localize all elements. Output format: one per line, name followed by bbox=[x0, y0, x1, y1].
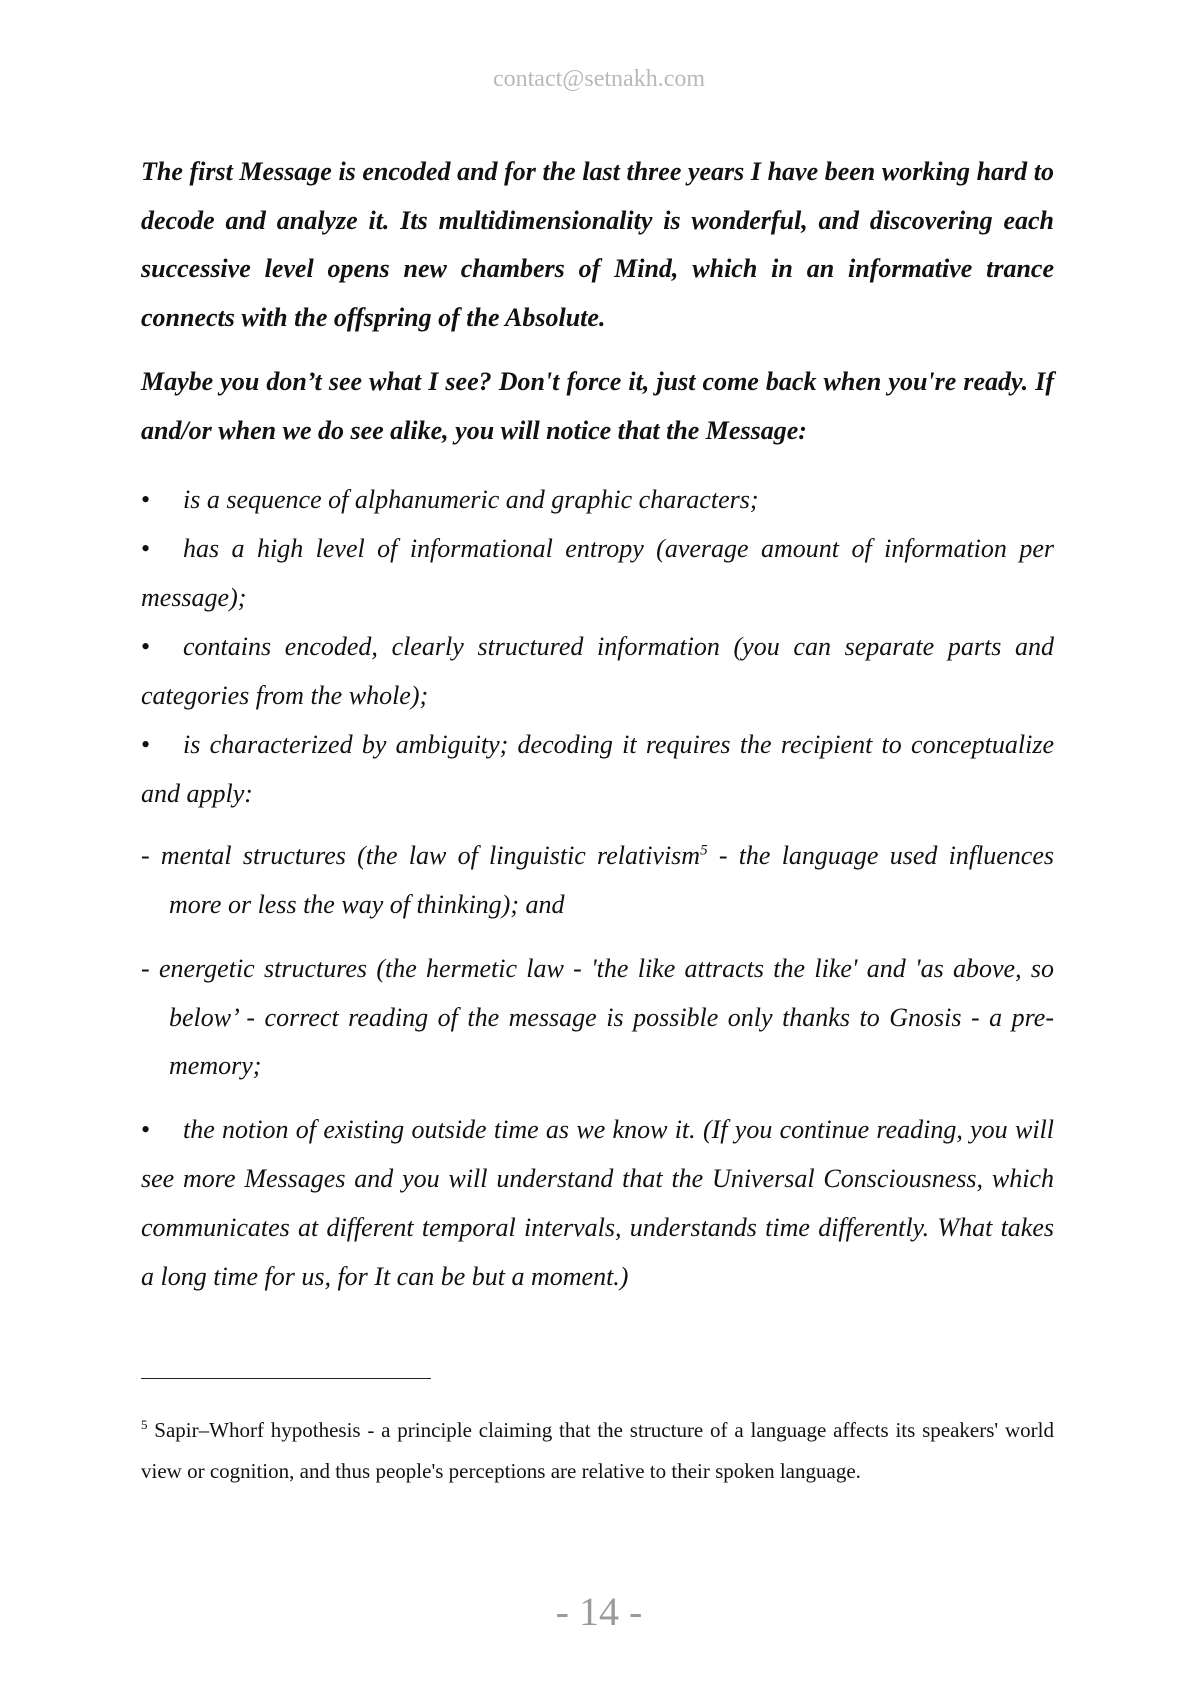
paragraph-2: Maybe you don’t see what I see? Don't force it, just come back when you're ready. If and/or when we do see alike, you will notice that the Message: bbox=[141, 367, 1054, 445]
dash-text: - the language used influences more or less the way of thinking); and bbox=[169, 841, 1054, 919]
bullet-marker: • bbox=[141, 1114, 151, 1144]
footnote-text: Sapir–Whorf hypothesis - a principle claiming that the structure of a language affects its speakers' world view or cognition, and thus people's perceptions are relative to their spoken language. bbox=[141, 1418, 1054, 1483]
bullet-text: has a high level of informational entropy (average amount of information per message); bbox=[141, 534, 1054, 612]
bullet-marker: • bbox=[141, 730, 151, 759]
bullet-text: contains encoded, clearly structured information (you can separate parts and categories from the whole); bbox=[141, 632, 1054, 710]
bullet-item bbox=[141, 475, 1054, 524]
dash-item-energetic: - energetic structures (the hermetic law - 'the like attracts the like' and 'as above, so below’ - correct reading of the message is possible only thanks to Gnosis - a pre-memory; bbox=[141, 954, 1054, 1080]
bullet-item bbox=[141, 720, 1054, 818]
bullet-list bbox=[141, 475, 1054, 818]
bullet-text: is a sequence of alphanumeric and graphic characters; bbox=[183, 485, 759, 514]
body-text bbox=[141, 148, 1054, 1301]
bullet-text: the notion of existing outside time as we know it. (If you continue reading, you will see more Messages and you will understand that the Universal Consciousness, which communicates at different temporal intervals, understands time differently. What takes a long time for us, for It can be but a moment.) bbox=[141, 1114, 1054, 1291]
dash-text: - mental structures (the law of linguistic relativism bbox=[141, 841, 701, 870]
page-number: - 14 - bbox=[555, 1589, 643, 1634]
dash-item-mental bbox=[141, 832, 1054, 929]
footnote-divider bbox=[141, 1378, 431, 1379]
bullet-marker: • bbox=[141, 632, 151, 661]
bullet-marker: • bbox=[141, 534, 151, 563]
bullet-item bbox=[141, 524, 1054, 622]
bullet-item bbox=[141, 1105, 1054, 1301]
bullet-item bbox=[141, 622, 1054, 720]
header-contact: contact@setnakh.com bbox=[492, 66, 706, 92]
bullet-marker: • bbox=[141, 485, 151, 514]
paragraph-1: The first Message is encoded and for the last three years I have been working hard to decode and analyze it. Its multidimensionality is wonderful, and discovering each successive level opens new chambers of Mind, which in an informative trance connects with the offspring of the Absolute. bbox=[141, 157, 1054, 332]
bullet-text: is characterized by ambiguity; decoding it requires the recipient to conceptualize and apply: bbox=[141, 730, 1054, 808]
footnote bbox=[141, 1410, 1054, 1492]
footnote-number: 5 bbox=[141, 1417, 148, 1432]
footnote-ref: 5 bbox=[700, 842, 708, 859]
